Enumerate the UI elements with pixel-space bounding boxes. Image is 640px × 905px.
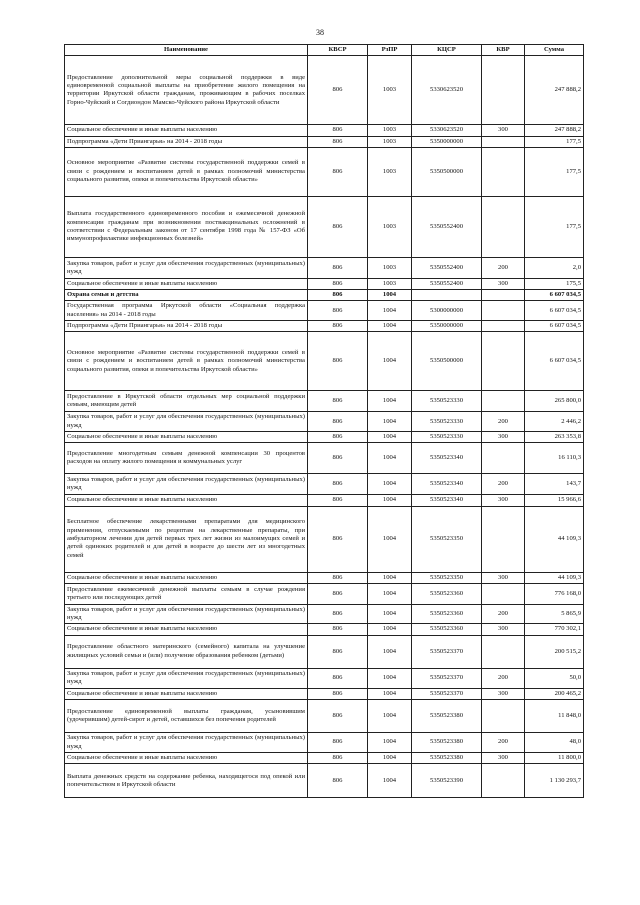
cell-kvr: 200: [482, 604, 525, 624]
table-row: [65, 391, 584, 412]
cell-kvsr: 806: [308, 301, 368, 321]
cell-kvsr: 806: [308, 391, 368, 412]
cell-kvsr: 806: [308, 604, 368, 624]
cell-name: Основное мероприятие «Развитие системы государственной поддержки семей в связи с рождением и воспитанием детей в рамках полномочий министерства социального развития, опеки и попечительства Иркутской области»: [65, 332, 308, 391]
cell-kvsr: 806: [308, 136, 368, 147]
cell-kvr: [482, 136, 525, 147]
cell-kvsr: 806: [308, 257, 368, 278]
cell-rzpr: 1004: [368, 572, 412, 583]
table-row: [65, 583, 584, 604]
cell-rzpr: 1004: [368, 624, 412, 635]
table-row: [65, 278, 584, 289]
cell-kvr: [482, 635, 525, 668]
table-row: [65, 56, 584, 125]
cell-name: Социальное обеспечение и иные выплаты населению: [65, 572, 308, 583]
cell-name: Социальное обеспечение и иные выплаты населению: [65, 624, 308, 635]
cell-name: Бесплатное обеспечение лекарственными препаратами для медицинского применения, отпускаемыми по рецептам на лекарственные препараты, при амбулаторном лечении для детей первых трех лет жизни из малоимущих семей и детей одиноких родителей и для детей в возрасте до шести лет из многодетных семей: [65, 506, 308, 572]
cell-sum: 11 800,0: [525, 753, 584, 764]
cell-rzpr: 1004: [368, 495, 412, 506]
table-row: [65, 572, 584, 583]
cell-rzpr: 1003: [368, 196, 412, 257]
cell-kcsr: 5330623520: [412, 56, 482, 125]
cell-sum: 200 465,2: [525, 688, 584, 699]
table-row: [65, 495, 584, 506]
table-row: [65, 764, 584, 798]
table-row: [65, 753, 584, 764]
cell-kvsr: 806: [308, 700, 368, 733]
cell-kcsr: 5350552400: [412, 196, 482, 257]
cell-kcsr: 5350523360: [412, 604, 482, 624]
table-row: [65, 624, 584, 635]
cell-rzpr: 1004: [368, 443, 412, 474]
cell-kvr: [482, 321, 525, 332]
cell-kvsr: 806: [308, 290, 368, 301]
cell-kvr: 300: [482, 431, 525, 442]
cell-kcsr: 5350523330: [412, 412, 482, 432]
cell-kvsr: 806: [308, 412, 368, 432]
cell-sum: 6 607 034,5: [525, 321, 584, 332]
cell-kvr: [482, 700, 525, 733]
cell-name: Социальное обеспечение и иные выплаты населению: [65, 688, 308, 699]
cell-name: Закупка товаров, работ и услуг для обеспечения государственных (муниципальных) нужд: [65, 412, 308, 432]
cell-sum: 48,0: [525, 733, 584, 753]
cell-kcsr: 5350523380: [412, 753, 482, 764]
header-kvr: КВР: [482, 45, 525, 56]
cell-kvr: 300: [482, 125, 525, 136]
cell-sum: 2 446,2: [525, 412, 584, 432]
table-row: [65, 431, 584, 442]
cell-kcsr: 5350523330: [412, 431, 482, 442]
cell-sum: 247 888,2: [525, 125, 584, 136]
cell-kcsr: 5350523340: [412, 443, 482, 474]
cell-kvsr: 806: [308, 474, 368, 495]
cell-kvsr: 806: [308, 332, 368, 391]
cell-kcsr: 5350523360: [412, 624, 482, 635]
header-kvsr: КВСР: [308, 45, 368, 56]
cell-name: Социальное обеспечение и иные выплаты населению: [65, 278, 308, 289]
cell-kcsr: 5350523370: [412, 668, 482, 688]
cell-rzpr: 1004: [368, 431, 412, 442]
cell-name: Охрана семьи и детства: [65, 290, 308, 301]
cell-kvsr: 806: [308, 624, 368, 635]
cell-kcsr: 5350523380: [412, 700, 482, 733]
cell-kcsr: 5350523370: [412, 688, 482, 699]
cell-sum: 11 848,0: [525, 700, 584, 733]
cell-rzpr: 1004: [368, 733, 412, 753]
cell-sum: 15 966,6: [525, 495, 584, 506]
cell-rzpr: 1003: [368, 56, 412, 125]
cell-sum: 1 130 293,7: [525, 764, 584, 798]
cell-rzpr: 1004: [368, 506, 412, 572]
cell-name: Выплата государственного единовременного пособия и ежемесячной денежной компенсации гражданам при возникновении поствакцинальных осложнений в соответствии с Федеральным законом от 17 сентября 1998 года № 157-ФЗ «Об иммунопрофилактике инфекционных болезней»: [65, 196, 308, 257]
table-row: [65, 668, 584, 688]
cell-kvr: 200: [482, 668, 525, 688]
cell-name: Предоставление единовременной выплаты гражданам, усыновившим (удочерившим) детей-сирот и детей, оставшихся без попечения родителей: [65, 700, 308, 733]
cell-kvsr: 806: [308, 733, 368, 753]
page-number: 38: [316, 28, 324, 37]
table-row: [65, 332, 584, 391]
cell-sum: 6 607 034,5: [525, 290, 584, 301]
cell-kcsr: 5350523330: [412, 391, 482, 412]
header-kcsr: КЦСР: [412, 45, 482, 56]
table-row: [65, 700, 584, 733]
table-row: [65, 604, 584, 624]
cell-rzpr: 1004: [368, 668, 412, 688]
cell-name: Предоставление дополнительной меры социальной поддержки в виде единовременной социальной выплаты на приобретение жилого помещения на территории Иркутской области гражданам, проживающим в рабочих поселках Горно-Чуйский и Согдиондон Мамско-Чуйского района Иркутской области: [65, 56, 308, 125]
cell-rzpr: 1004: [368, 604, 412, 624]
cell-kvsr: 806: [308, 431, 368, 442]
cell-sum: 2,0: [525, 257, 584, 278]
cell-kvr: [482, 332, 525, 391]
cell-rzpr: 1004: [368, 688, 412, 699]
cell-kvsr: 806: [308, 56, 368, 125]
cell-name: Закупка товаров, работ и услуг для обеспечения государственных (муниципальных) нужд: [65, 474, 308, 495]
cell-sum: 44 109,3: [525, 572, 584, 583]
cell-kvsr: 806: [308, 668, 368, 688]
header-name: Наименование: [65, 45, 308, 56]
cell-kvsr: 806: [308, 443, 368, 474]
cell-kvr: 200: [482, 412, 525, 432]
cell-sum: 6 607 034,5: [525, 332, 584, 391]
cell-kcsr: 5350552400: [412, 257, 482, 278]
cell-rzpr: 1003: [368, 278, 412, 289]
table-row: [65, 443, 584, 474]
cell-kvsr: 806: [308, 196, 368, 257]
cell-sum: 247 888,2: [525, 56, 584, 125]
cell-kvr: [482, 391, 525, 412]
table-row: [65, 321, 584, 332]
cell-name: Социальное обеспечение и иные выплаты населению: [65, 495, 308, 506]
cell-sum: 6 607 034,5: [525, 301, 584, 321]
header-sum: Сумма: [525, 45, 584, 56]
cell-sum: 770 302,1: [525, 624, 584, 635]
cell-rzpr: 1004: [368, 474, 412, 495]
table-row: [65, 733, 584, 753]
cell-kvsr: 806: [308, 506, 368, 572]
cell-name: Социальное обеспечение и иные выплаты населению: [65, 431, 308, 442]
cell-name: Предоставление в Иркутской области отдельных мер социальной поддержки семьям, имеющим детей: [65, 391, 308, 412]
table-row: [65, 301, 584, 321]
table-row: [65, 688, 584, 699]
cell-kvr: [482, 196, 525, 257]
cell-kvr: [482, 506, 525, 572]
table-row: [65, 290, 584, 301]
cell-sum: 175,5: [525, 278, 584, 289]
cell-kvsr: 806: [308, 688, 368, 699]
cell-kvr: 300: [482, 278, 525, 289]
cell-name: Подпрограмма «Дети Приангарья» на 2014 - 2018 годы: [65, 321, 308, 332]
cell-sum: 263 353,8: [525, 431, 584, 442]
cell-kcsr: 5350523390: [412, 764, 482, 798]
cell-kvr: 200: [482, 257, 525, 278]
cell-kcsr: 5350500000: [412, 147, 482, 196]
cell-rzpr: 1004: [368, 332, 412, 391]
cell-sum: 16 110,3: [525, 443, 584, 474]
cell-kvsr: 806: [308, 753, 368, 764]
table-row: [65, 474, 584, 495]
cell-name: Выплата денежных средств на содержание ребенка, находящегося под опекой или попечительством в Иркутской области: [65, 764, 308, 798]
table-row: [65, 196, 584, 257]
cell-kvr: [482, 583, 525, 604]
cell-kvsr: 806: [308, 321, 368, 332]
cell-name: Закупка товаров, работ и услуг для обеспечения государственных (муниципальных) нужд: [65, 733, 308, 753]
cell-sum: 44 109,3: [525, 506, 584, 572]
cell-kcsr: 5300000000: [412, 301, 482, 321]
cell-kvsr: 806: [308, 572, 368, 583]
header-rzpr: РзПР: [368, 45, 412, 56]
cell-kcsr: 5330623520: [412, 125, 482, 136]
budget-table: [64, 44, 584, 798]
cell-kcsr: 5350523380: [412, 733, 482, 753]
cell-name: Закупка товаров, работ и услуг для обеспечения государственных (муниципальных) нужд: [65, 668, 308, 688]
table-row: [65, 506, 584, 572]
cell-rzpr: 1004: [368, 700, 412, 733]
cell-rzpr: 1004: [368, 753, 412, 764]
table-row: [65, 136, 584, 147]
cell-kvr: [482, 443, 525, 474]
cell-sum: 177,5: [525, 147, 584, 196]
cell-kvr: [482, 290, 525, 301]
cell-sum: 5 865,9: [525, 604, 584, 624]
cell-name: Подпрограмма «Дети Приангарья» на 2014 - 2018 годы: [65, 136, 308, 147]
cell-kvr: 300: [482, 753, 525, 764]
cell-kvr: 200: [482, 474, 525, 495]
cell-name: Государственная программа Иркутской области «Социальная поддержка населения» на 2014 - 2018 годы: [65, 301, 308, 321]
cell-rzpr: 1004: [368, 290, 412, 301]
cell-sum: 265 800,0: [525, 391, 584, 412]
cell-name: Предоставление ежемесячной денежной выплаты семьям в случае рождения третьего или последующих детей: [65, 583, 308, 604]
table-row: [65, 257, 584, 278]
cell-rzpr: 1003: [368, 147, 412, 196]
cell-kvsr: 806: [308, 125, 368, 136]
cell-sum: 776 168,0: [525, 583, 584, 604]
cell-kvr: 300: [482, 572, 525, 583]
cell-kcsr: 5350000000: [412, 136, 482, 147]
cell-name: Предоставление многодетным семьям денежной компенсации 30 процентов расходов на оплату жилого помещения и коммунальных услуг: [65, 443, 308, 474]
cell-kvr: 200: [482, 733, 525, 753]
cell-rzpr: 1003: [368, 136, 412, 147]
cell-kvsr: 806: [308, 764, 368, 798]
cell-kcsr: 5350523350: [412, 572, 482, 583]
cell-kvsr: 806: [308, 147, 368, 196]
cell-name: Основное мероприятие «Развитие системы государственной поддержки семей в связи с рождением и воспитанием детей в рамках полномочий министерства социального развития, опеки и попечительства Иркутской области»: [65, 147, 308, 196]
cell-kcsr: 5350523340: [412, 495, 482, 506]
cell-sum: 200 515,2: [525, 635, 584, 668]
table-row: [65, 412, 584, 432]
cell-kvr: [482, 147, 525, 196]
cell-rzpr: 1004: [368, 391, 412, 412]
cell-kcsr: 5350523340: [412, 474, 482, 495]
cell-name: Закупка товаров, работ и услуг для обеспечения государственных (муниципальных) нужд: [65, 257, 308, 278]
cell-name: Социальное обеспечение и иные выплаты населению: [65, 125, 308, 136]
cell-rzpr: 1004: [368, 412, 412, 432]
cell-kvr: 300: [482, 624, 525, 635]
cell-kvr: [482, 56, 525, 125]
cell-kvsr: 806: [308, 635, 368, 668]
table-row: [65, 635, 584, 668]
cell-rzpr: 1003: [368, 257, 412, 278]
cell-kvsr: 806: [308, 278, 368, 289]
cell-rzpr: 1004: [368, 635, 412, 668]
cell-kvr: 300: [482, 688, 525, 699]
cell-kcsr: 5350523350: [412, 506, 482, 572]
cell-kcsr: 5350500000: [412, 332, 482, 391]
cell-kvsr: 806: [308, 495, 368, 506]
cell-kvsr: 806: [308, 583, 368, 604]
cell-rzpr: 1004: [368, 764, 412, 798]
cell-sum: 177,5: [525, 136, 584, 147]
cell-rzpr: 1003: [368, 125, 412, 136]
table-row: [65, 125, 584, 136]
cell-sum: 143,7: [525, 474, 584, 495]
cell-rzpr: 1004: [368, 321, 412, 332]
cell-kcsr: 5350552400: [412, 278, 482, 289]
cell-name: Закупка товаров, работ и услуг для обеспечения государственных (муниципальных) нужд: [65, 604, 308, 624]
cell-kvr: [482, 764, 525, 798]
cell-kcsr: 5350000000: [412, 321, 482, 332]
cell-kcsr: 5350523360: [412, 583, 482, 604]
cell-rzpr: 1004: [368, 583, 412, 604]
table-header-row: [65, 45, 584, 56]
table-body: [65, 56, 584, 798]
cell-name: Социальное обеспечение и иные выплаты населению: [65, 753, 308, 764]
cell-kcsr: [412, 290, 482, 301]
cell-sum: 50,0: [525, 668, 584, 688]
cell-rzpr: 1004: [368, 301, 412, 321]
cell-kvr: 300: [482, 495, 525, 506]
cell-name: Предоставление областного материнского (семейного) капитала на улучшение жилищных условий семьи и (или) получение образования ребенком (детьми): [65, 635, 308, 668]
cell-kvr: [482, 301, 525, 321]
cell-sum: 177,5: [525, 196, 584, 257]
cell-kcsr: 5350523370: [412, 635, 482, 668]
table-row: [65, 147, 584, 196]
